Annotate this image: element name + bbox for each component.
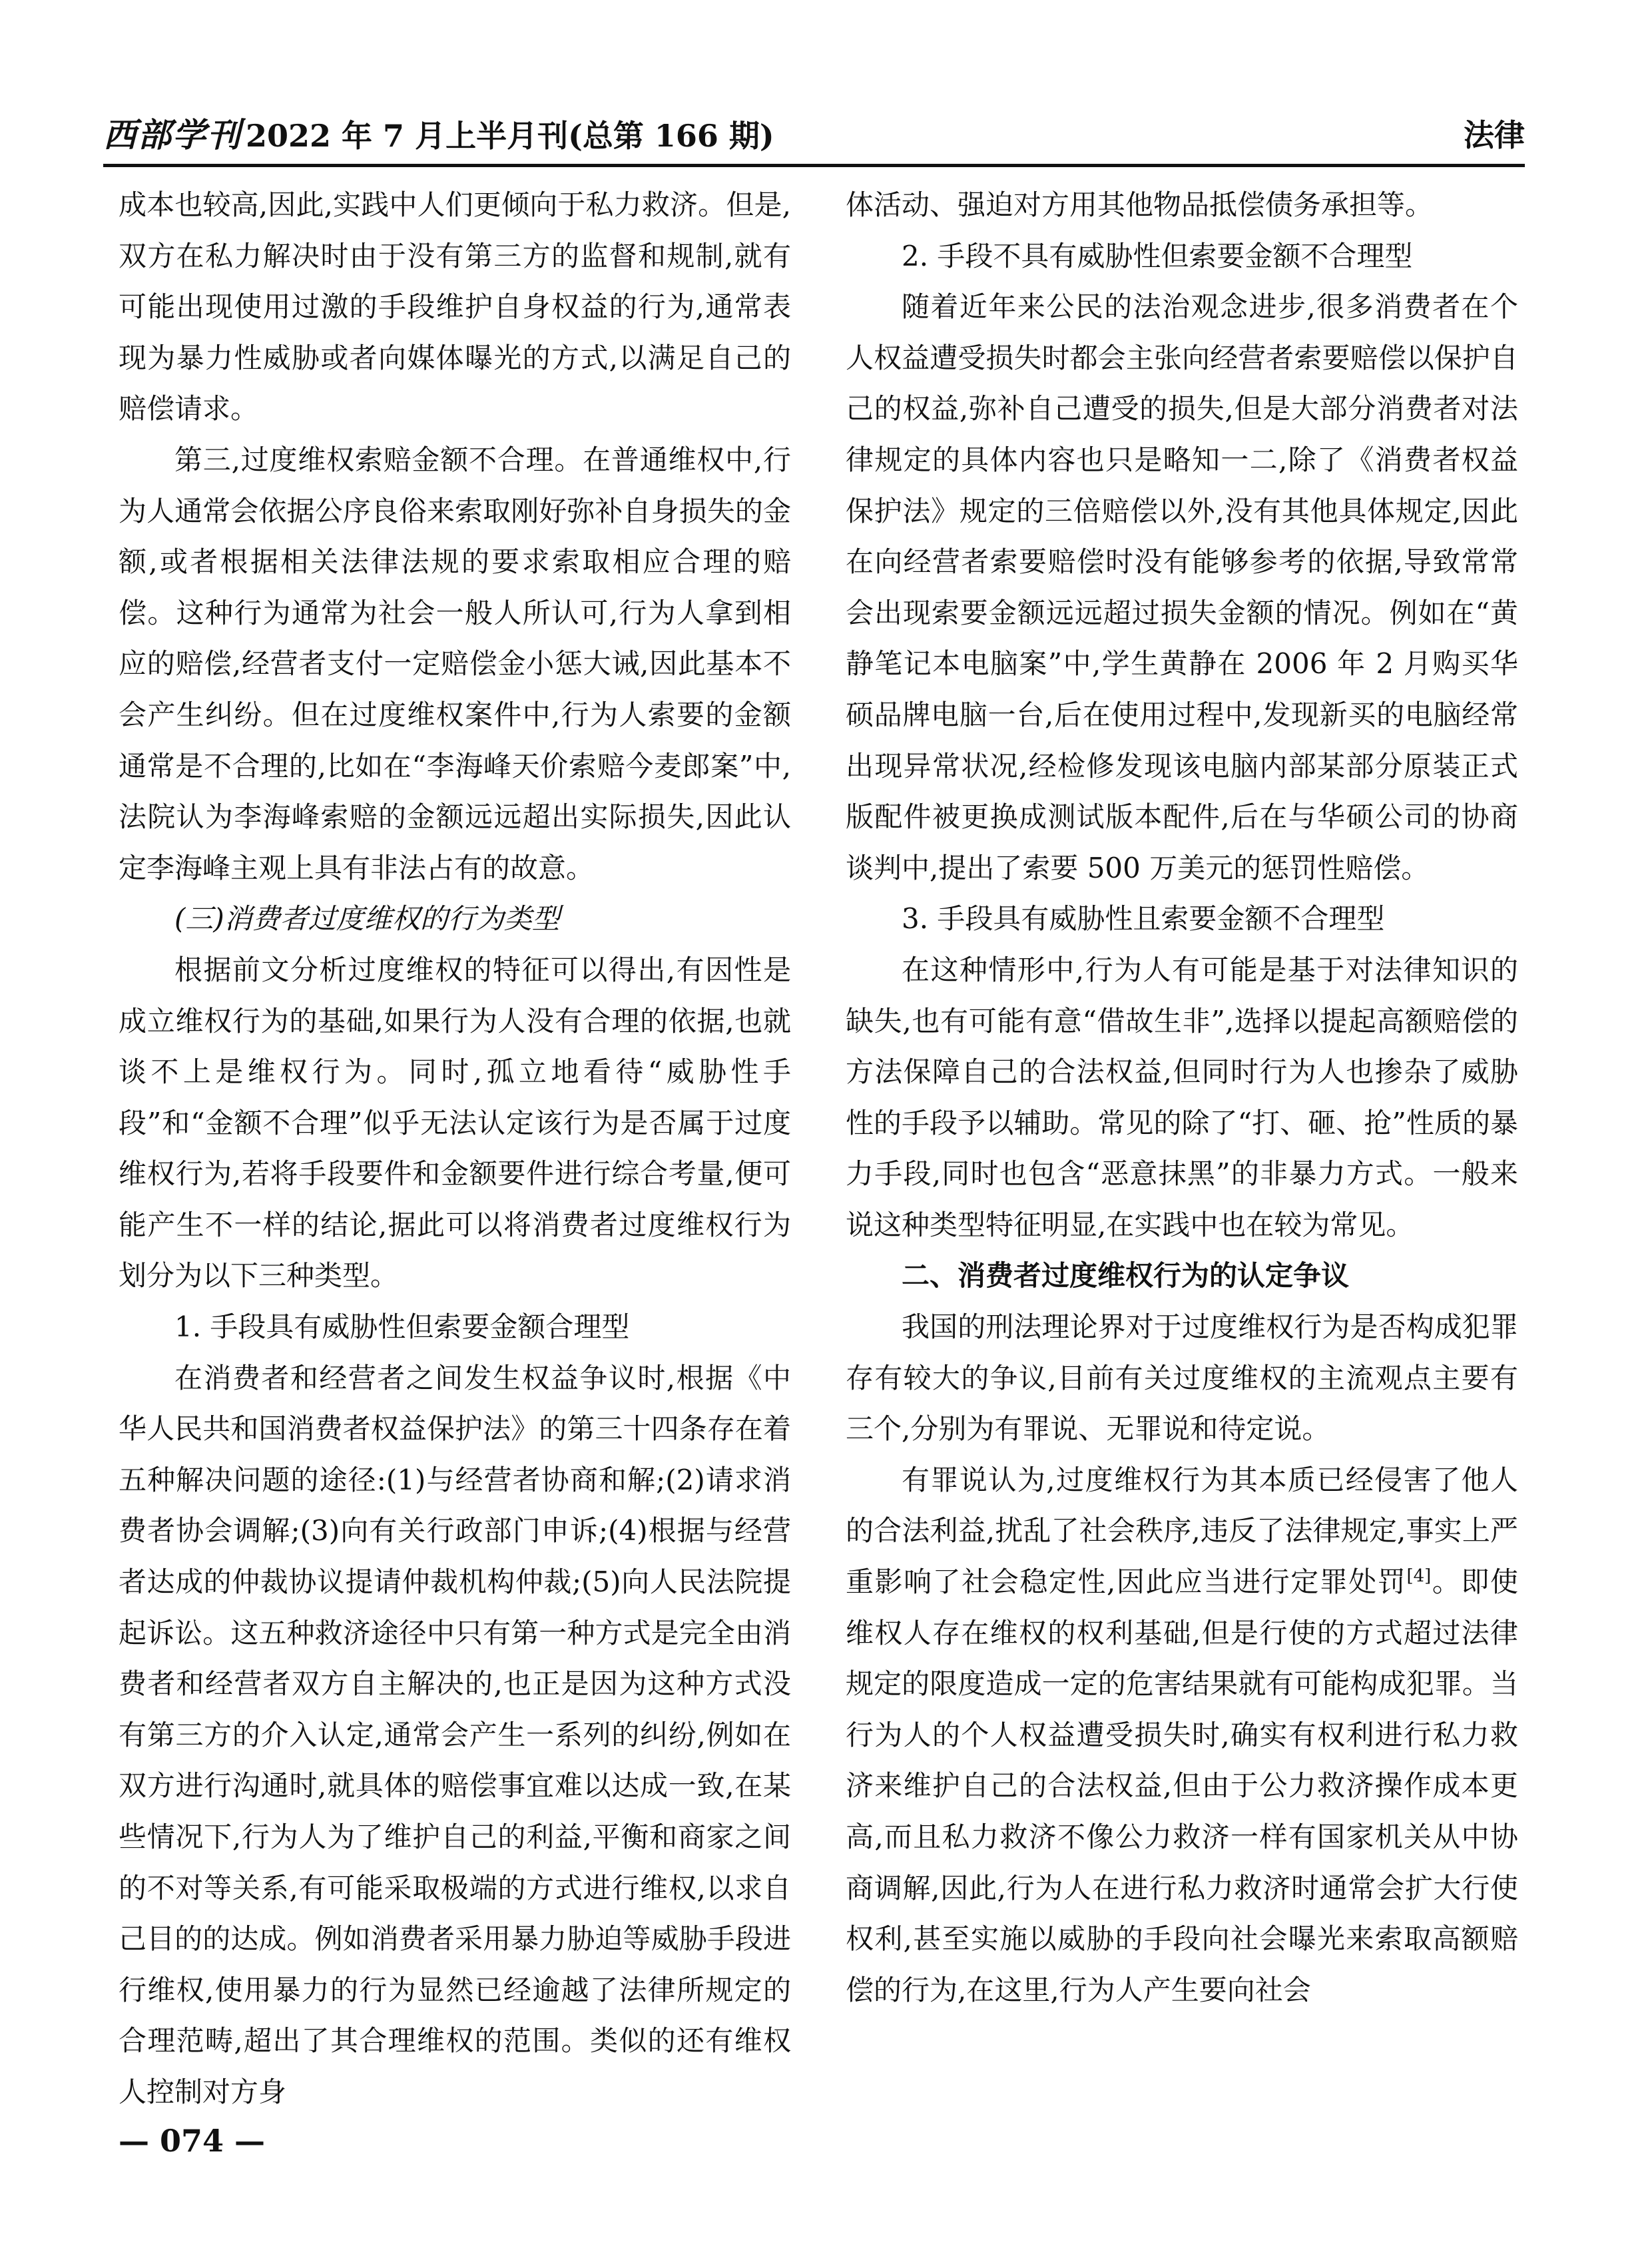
subsection-heading: 3. 手段具有威胁性且索要金额不合理型 xyxy=(902,902,1385,936)
paragraph: 体活动、强迫对方用其他物品抵偿债务承担等。 xyxy=(846,188,1434,221)
paragraph: 根据前文分析过度维权的特征可以得出,有因性是成立维权行为的基础,如果行为人没有合理的依据,也就谈不上是维权行为。同时,孤立地看待“威胁性手段”和“金额不合理”似乎无法认定该行为是否属于过度维权行为,若将手段要件和金额要件进行综合考量,便可能产生不一样的结论,据此可以将消费者过度维权行为划分为以下三种类型。 xyxy=(119,953,791,1292)
journal-issue-line xyxy=(103,111,774,160)
right-column xyxy=(846,180,1518,2016)
paragraph: 在消费者和经营者之间发生权益争议时,根据《中华人民共和国消费者权益保护法》的第三十四条存在着五种解决问题的途径:(1)与经营者协商和解;(2)请求消费者协会调解;(3)向有关行政部门申诉;(4)根据与经营者达成的仲裁协议提请仲裁机构仲裁;(5)向人民法院提起诉讼。这五种救济途径中只有第一种方式是完全由消费者和经营者双方自主解决的,也正是因为这种方式没有第三方的介入认定,通常会产生一系列的纠纷,例如在双方进行沟通时,就具体的赔偿事宜难以达成一致,在某些情况下,行为人为了维护自己的利益,平衡和商家之间的不对等关系,有可能采取极端的方式进行维权,以求自己目的的达成。例如消费者采用暴力胁迫等威胁手段进行维权,使用暴力的行为显然已经逾越了法律所规定的合理范畴,超出了其合理维权的范围。类似的还有维权人控制对方身 xyxy=(119,1361,791,2108)
paragraph-text: 。即使维权人存在维权的权利基础,但是行使的方式超过法律规定的限度造成一定的危害结果就有可能构成犯罪。当行为人的个人权益遭受损失时,确实有权利进行私力救济来维护自己的合法权益,但由于公力救济操作成本更高,而且私力救济不像公力救济一样有国家机关从中协商调解,因此,行为人在进行私力救济时通常会扩大行使权利,甚至实施以威胁的手段向社会曝光来索取高额赔偿的行为,在这里,行为人产生要向社会 xyxy=(846,1565,1518,2006)
citation-ref: [4] xyxy=(1406,1566,1432,1587)
section-heading: (三)消费者过度维权的行为类型 xyxy=(174,902,560,936)
section-heading: 二、消费者过度维权行为的认定争议 xyxy=(902,1259,1350,1292)
journal-logo: 西部学刊 xyxy=(103,115,242,154)
page-number: — 074 — xyxy=(119,2123,266,2159)
subsection-heading: 1. 手段具有威胁性但索要金额合理型 xyxy=(174,1310,630,1344)
paragraph: 成本也较高,因此,实践中人们更倾向于私力救济。但是,双方在私力解决时由于没有第三方的监督和规制,就有可能出现使用过激的手段维护自身权益的行为,通常表现为暴力性威胁或者向媒体曝光的方式,以满足自己的赔偿请求。 xyxy=(119,188,791,425)
section-label: 法律 xyxy=(1464,117,1525,153)
header-divider xyxy=(103,164,1525,167)
paragraph: 随着近年来公民的法治观念进步,很多消费者在个人权益遭受损失时都会主张向经营者索要赔偿以保护自己的权益,弥补自己遭受的损失,但是大部分消费者对法律规定的具体内容也只是略知一二,除了《消费者权益保护法》规定的三倍赔偿以外,没有其他具体规定,因此在向经营者索要赔偿时没有能够参考的依据,导致常常会出现索要金额远远超过损失金额的情况。例如在“黄静笔记本电脑案”中,学生黄静在 2006 年 2 月购买华硕品牌电脑一台,后在使用过程中,发现新买的电脑经常出现异常状况,经检修发现该电脑内部某部分原装正式版配件被更换成测试版本配件,后在与华硕公司的协商谈判中,提出了索要 500 万美元的惩罚性赔偿。 xyxy=(846,290,1518,884)
issue-info: 2022 年 7 月上半月刊(总第 166 期) xyxy=(246,118,774,154)
paragraph xyxy=(846,1455,1518,2016)
running-header xyxy=(103,111,1525,160)
subsection-heading: 2. 手段不具有威胁性但索要金额不合理型 xyxy=(902,239,1413,272)
paragraph: 在这种情形中,行为人有可能是基于对法律知识的缺失,也有可能有意“借故生非”,选择以提起高额赔偿的方法保障自己的合法权益,但同时行为人也掺杂了威胁性的手段予以辅助。常见的除了“打、砸、抢”性质的暴力手段,同时也包含“恶意抹黑”的非暴力方式。一般来说这种类型特征明显,在实践中也在较为常见。 xyxy=(846,953,1518,1241)
left-column xyxy=(119,180,791,2118)
paragraph-text: 有罪说认为,过度维权行为其本质已经侵害了他人的合法利益,扰乱了社会秩序,违反了法律规定,事实上严重影响了社会稳定性,因此应当进行定罪处罚 xyxy=(846,1463,1518,1599)
paragraph: 第三,过度维权索赔金额不合理。在普通维权中,行为人通常会依据公序良俗来索取刚好弥补自身损失的金额,或者根据相关法律法规的要求索取相应合理的赔偿。这种行为通常为社会一般人所认可,行为人拿到相应的赔偿,经营者支付一定赔偿金小惩大诫,因此基本不会产生纠纷。但在过度维权案件中,行为人索要的金额通常是不合理的,比如在“李海峰天价索赔今麦郎案”中,法院认为李海峰索赔的金额远远超出实际损失,因此认定李海峰主观上具有非法占有的故意。 xyxy=(119,443,791,884)
paragraph: 我国的刑法理论界对于过度维权行为是否构成犯罪存有较大的争议,目前有关过度维权的主流观点主要有三个,分别为有罪说、无罪说和待定说。 xyxy=(846,1310,1518,1446)
